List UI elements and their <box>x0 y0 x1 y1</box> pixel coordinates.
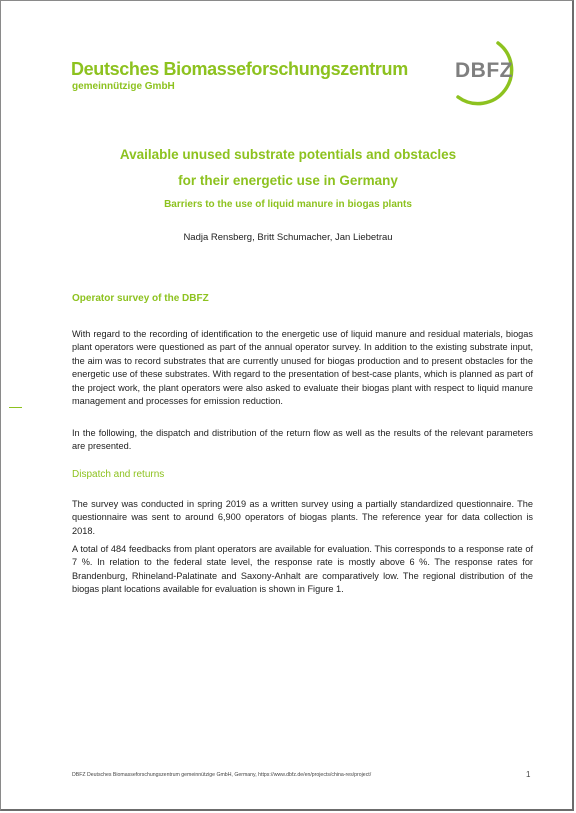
authors: Nadja Rensberg, Britt Schumacher, Jan Liebetrau <box>183 232 393 243</box>
document-title-line1: Available unused substrate potentials and obstacles <box>119 147 457 162</box>
footer-text: DBFZ Deutsches Biomasseforschungszentrum gemeinnützige GmbH, Germany, https://www.dbfz.de/en/projects/china-res/project/ <box>72 772 372 778</box>
paragraph: The survey was conducted in spring 2019 as a written survey using a partially standardized questionnaire. The questionnaire was sent to around 6,900 operators of biogas plants. The reference year for data collection is 2018. <box>72 499 533 536</box>
paragraph: A total of 484 feedbacks from plant operators are available for evaluation. This corresponds to a response rate of 7 %. In relation to the federal state level, the response rate is mostly above 6 %. The response rates for Brandenburg, Rhineland-Palatinate and Saxony-Anhalt are comparatively low. The regional distribution of the biogas plant locations available for evaluation is shown in Figure 1. <box>72 544 533 595</box>
document-title-line2: for their energetic use in Germany <box>178 173 398 188</box>
section-heading-dispatch-returns: Dispatch and returns <box>72 469 165 480</box>
organization-name: Deutsches Biomasseforschungszentrum <box>71 59 408 79</box>
section-heading-operator-survey: Operator survey of the DBFZ <box>72 293 209 304</box>
organization-subtitle: gemeinnützige GmbH <box>72 81 175 92</box>
margin-marker <box>9 407 22 408</box>
document-subtitle: Barriers to the use of liquid manure in biogas plants <box>164 199 412 210</box>
logo-text: DBFZ <box>455 59 513 82</box>
paragraph: In the following, the dispatch and distribution of the return flow as well as the results of the relevant parameters are presented. <box>72 428 533 452</box>
paragraph: With regard to the recording of identification to the energetic use of liquid manure and residual materials, biogas plant operators were questioned as part of the annual operator survey. In addition to the existing substrate input, the aim was to record substrates that are currently unused for biogas production and to present obstacles for the energetic use of these substrates. With regard to the presentation of best-case plants, which is planned as part of the project work, the plant operators were also asked to evaluate their biogas plant with respect to liquid manure management and processes for emission reduction. <box>72 329 533 407</box>
page-number: 1 <box>526 770 531 779</box>
